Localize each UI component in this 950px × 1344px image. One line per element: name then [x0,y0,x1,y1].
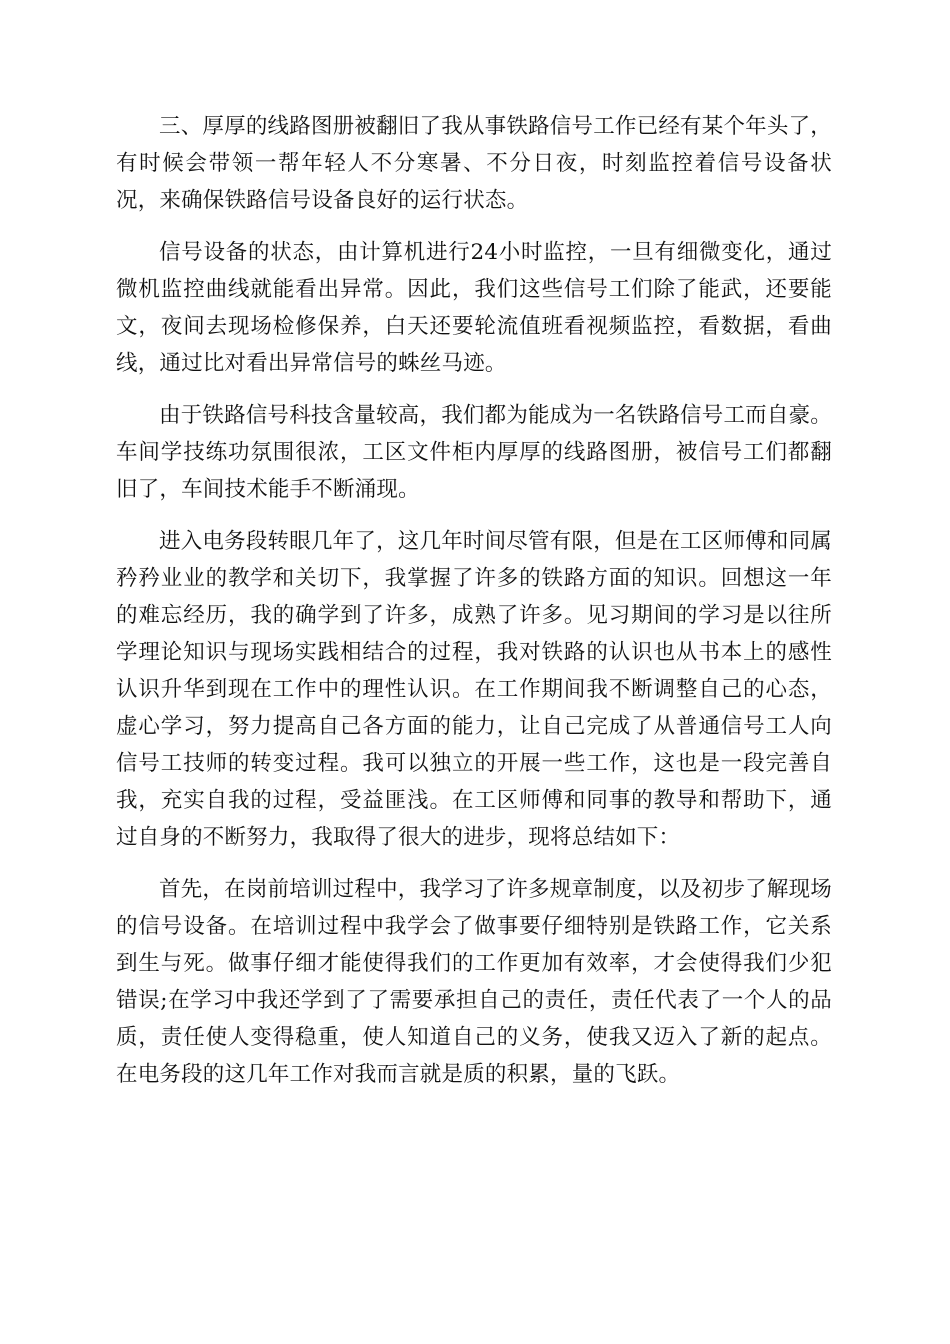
paragraph-4: 进入电务段转眼几年了，这几年时间尽管有限，但是在工区师傅和同属矜矜业业的教学和关切下，我掌握了许多的铁路方面的知识。回想这一年的难忘经历，我的确学到了许多，成熟了许多。见习期间的学习是以往所学理论知识与现场实践相结合的过程，我对铁路的认识也从书本上的感性认识升华到现在工作中的理性认识。在工作期间我不断调整自己的心态，虚心学习，努力提高自己各方面的能力，让自己完成了从普通信号工人向信号工技师的转变过程。我可以独立的开展一些工作，这也是一段完善自我，充实自我的过程，受益匪浅。在工区师傅和同事的教导和帮助下，通过自身的不断努力，我取得了很大的进步，现将总结如下： [116,529,832,850]
document-body [116,108,832,1108]
paragraph-2: 信号设备的状态，由计算机进行24小时监控，一旦有细微变化，通过微机监控曲线就能看出异常。因此，我们这些信号工们除了能武，还要能文，夜间去现场检修保养，白天还要轮流值班看视频监控，看数据，看曲线，通过比对看出异常信号的蛛丝马迹。 [116,240,832,376]
paragraph-1: 三、厚厚的线路图册被翻旧了我从事铁路信号工作已经有某个年头了，有时候会带领一帮年轻人不分寒暑、不分日夜，时刻监控着信号设备状况，来确保铁路信号设备良好的运行状态。 [116,114,832,213]
paragraph-5: 首先，在岗前培训过程中，我学习了许多规章制度，以及初步了解现场的信号设备。在培训过程中我学会了做事要仔细特别是铁路工作，它关系到生与死。做事仔细才能使得我们的工作更加有效率，才会使得我们少犯错误;在学习中我还学到了了需要承担自己的责任，责任代表了一个人的品质，责任使人变得稳重，使人知道自己的义务，使我又迈入了新的起点。在电务段的这几年工作对我而言就是质的积累，量的飞跃。 [116,877,832,1087]
paragraph-3: 由于铁路信号科技含量较高，我们都为能成为一名铁路信号工而自豪。车间学技练功氛围很浓，工区文件柜内厚厚的线路图册，被信号工们都翻旧了，车间技术能手不断涌现。 [116,403,832,502]
